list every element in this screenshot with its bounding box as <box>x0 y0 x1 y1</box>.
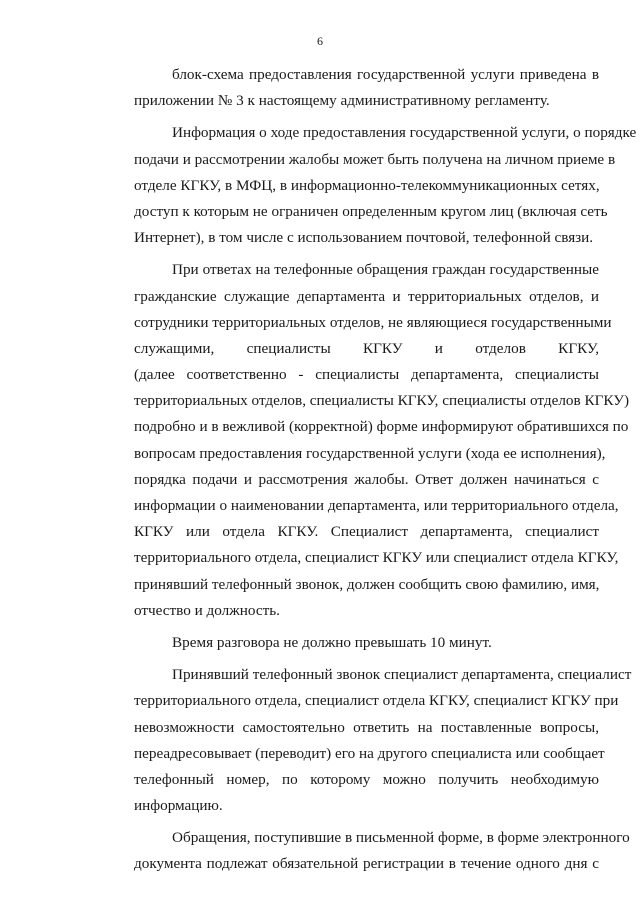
paragraph-line: сотрудники территориальных отделов, не являющиеся государственными <box>134 313 612 331</box>
paragraph-line: отчество и должность. <box>134 601 280 619</box>
paragraph-line: переадресовывает (переводит) его на другого специалиста или сообщает <box>134 744 605 762</box>
paragraph-line: Принявший телефонный звонок специалист департамента, специалист <box>172 666 632 684</box>
paragraph-line: телефонный номер, по которому можно получить необходимую <box>134 770 599 788</box>
paragraph <box>96 630 599 656</box>
paragraph-line: При ответах на телефонные обращения граждан государственные <box>172 261 599 279</box>
paragraph-line: гражданские служащие департамента и территориальных отделов, и <box>134 287 599 305</box>
paragraph-line: подачи и рассмотрении жалобы может быть получена на личном приеме в <box>134 150 616 168</box>
paragraph <box>96 62 599 114</box>
paragraph <box>96 662 632 819</box>
paragraph-line: территориального отдела, специалист КГКУ или специалист отдела КГКУ, <box>134 549 619 567</box>
paragraph-line: принявший телефонный звонок, должен сообщить свою фамилию, имя, <box>134 575 600 593</box>
document-body <box>96 62 637 878</box>
paragraph-line: (далее соответственно - специалисты департамента, специалисты <box>134 366 599 384</box>
paragraph-line: информации о наименовании департамента, или территориального отдела, <box>134 497 619 514</box>
paragraph <box>96 825 630 877</box>
paragraph-line: доступ к которым не ограничен определенным кругом лиц (включая сеть <box>134 202 608 220</box>
paragraph-line: вопросам предоставления государственной услуги (хода ее исполнения), <box>134 444 606 462</box>
paragraph <box>96 120 637 251</box>
paragraph-line: порядка подачи и рассмотрения жалобы. Ответ должен начинаться с <box>134 470 599 488</box>
page-number: 6 <box>317 34 323 48</box>
paragraph-line: служащими, специалисты КГКУ и отделов КГКУ, <box>134 339 599 357</box>
paragraph-line: информацию. <box>134 797 223 815</box>
paragraph-line: отделе КГКУ, в МФЦ, в информационно-телекоммуникационных сетях, <box>134 176 600 194</box>
paragraph-line: КГКУ или отдела КГКУ. Специалист департамента, специалист <box>134 523 599 541</box>
paragraph-line: Интернет), в том числе с использованием почтовой, телефонной связи. <box>134 229 594 247</box>
paragraph-line: территориального отдела, специалист отдела КГКУ, специалист КГКУ при <box>134 692 619 710</box>
paragraph-line: подробно и в вежливой (корректной) форме информируют обратившихся по <box>134 418 629 436</box>
paragraph-line: невозможности самостоятельно ответить на поставленные вопросы, <box>134 718 599 736</box>
paragraph-line: Время разговора не должно превышать 10 минут. <box>172 633 492 651</box>
paragraph <box>96 257 630 624</box>
paragraph-line: приложении № 3 к настоящему административному регламенту. <box>134 92 550 110</box>
paragraph-line: Информация о ходе предоставления государственной услуги, о порядке <box>172 124 637 142</box>
paragraph-line: блок-схема предоставления государственной услуги приведена в <box>172 66 599 83</box>
paragraph-line: документа подлежат обязательной регистрации в течение одного дня с <box>134 855 599 873</box>
paragraph-line: территориальных отделов, специалисты КГКУ, специалисты отделов КГКУ) <box>134 392 630 410</box>
paragraph-line: Обращения, поступившие в письменной форме, в форме электронного <box>172 829 630 847</box>
